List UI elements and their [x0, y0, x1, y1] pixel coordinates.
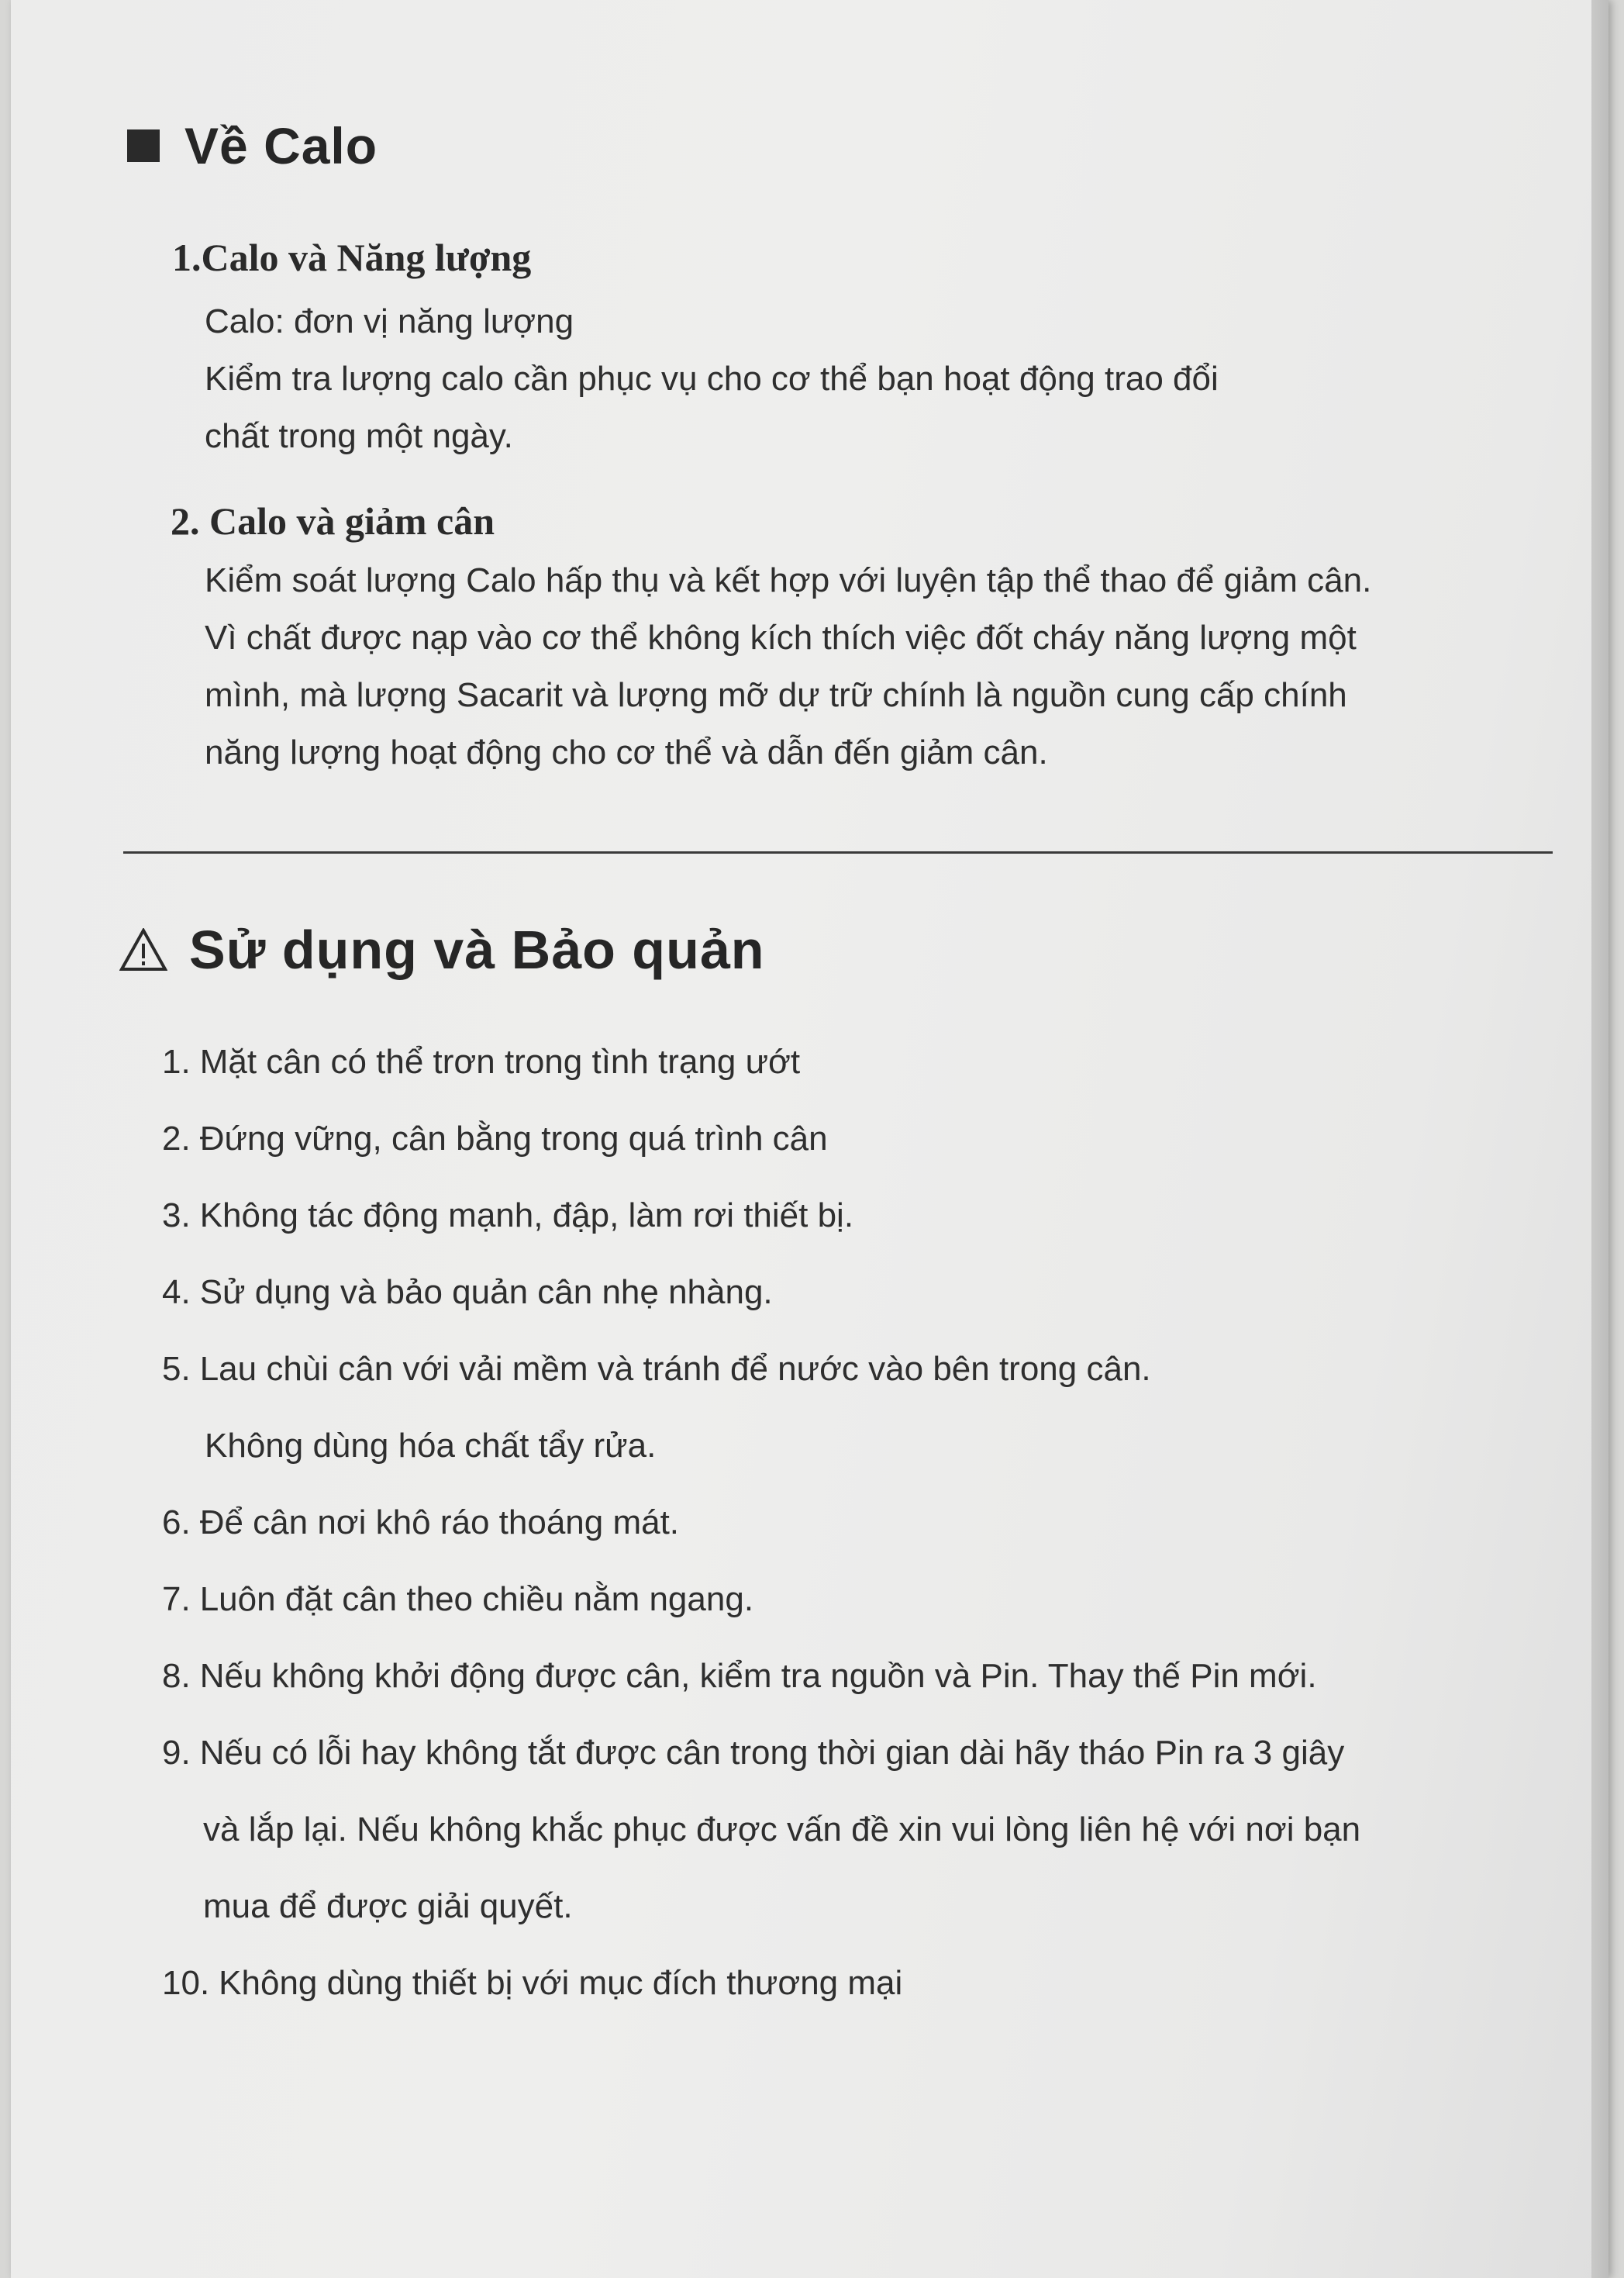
- sub1-heading: 1.Calo và Năng lượng: [172, 236, 532, 279]
- item-number: 10.: [162, 1964, 210, 2002]
- section-divider: [123, 851, 1553, 854]
- sub2-heading: 2. Calo và giảm cân: [171, 499, 495, 543]
- sub1-line: Kiểm tra lượng calo cần phục vụ cho cơ thể bạn hoạt động trao đổi: [205, 360, 1219, 398]
- usage-item: [162, 1964, 902, 2003]
- item-number: 7.: [162, 1580, 191, 1618]
- item-text: Lau chùi cân với vải mềm và tránh để nước vào bên trong cân.: [199, 1350, 1151, 1388]
- item-number: 4.: [162, 1273, 191, 1311]
- item-text: Nếu không khởi động được cân, kiểm tra nguồn và Pin. Thay thế Pin mới.: [199, 1657, 1317, 1695]
- item-number: 5.: [162, 1350, 191, 1388]
- item-text: Sử dụng và bảo quản cân nhẹ nhàng.: [199, 1273, 773, 1311]
- item-number: 8.: [162, 1657, 191, 1695]
- warning-triangle-icon: [119, 928, 167, 972]
- item-number: 6.: [162, 1503, 191, 1541]
- usage-item: [162, 1350, 1151, 1389]
- usage-section-title: [119, 919, 765, 981]
- usage-item-continuation: mua để được giải quyết.: [203, 1887, 573, 1925]
- usage-item: [162, 1503, 679, 1542]
- item-text: Nếu có lỗi hay không tắt được cân trong thời gian dài hãy tháo Pin ra 3 giây: [199, 1734, 1345, 1772]
- square-bullet-icon: [127, 129, 160, 162]
- item-text: Không tác động mạnh, đập, làm rơi thiết bị.: [199, 1196, 854, 1234]
- usage-item: [162, 1196, 853, 1235]
- calo-title-text: Về Calo: [184, 117, 378, 174]
- sub2-line: Kiểm soát lượng Calo hấp thụ và kết hợp với luyện tập thể thao để giảm cân.: [205, 561, 1372, 599]
- usage-item: [162, 1734, 1344, 1772]
- item-number: 2.: [162, 1120, 191, 1158]
- usage-title-text: Sử dụng và Bảo quản: [189, 920, 765, 980]
- page-edge: [1591, 0, 1608, 2278]
- sub2-line: năng lượng hoạt động cho cơ thể và dẫn đến giảm cân.: [205, 733, 1048, 771]
- item-number: 9.: [162, 1734, 191, 1772]
- item-text: Mặt cân có thể trơn trong tình trạng ướt: [199, 1043, 801, 1081]
- sub1-line: Calo: đơn vị năng lượng: [205, 302, 574, 340]
- item-text: Đứng vững, cân bằng trong quá trình cân: [199, 1120, 828, 1158]
- item-text: Để cân nơi khô ráo thoáng mát.: [199, 1503, 680, 1541]
- calo-section-title: [127, 116, 378, 175]
- usage-item: [162, 1120, 828, 1158]
- item-text: Không dùng thiết bị với mục đích thương mại: [219, 1964, 903, 2002]
- manual-page: [11, 0, 1608, 2278]
- usage-item: [162, 1580, 753, 1619]
- usage-item-continuation: và lắp lại. Nếu không khắc phục được vấn đề xin vui lòng liên hệ với nơi bạn: [203, 1810, 1361, 1848]
- sub2-line: Vì chất được nạp vào cơ thể không kích thích việc đốt cháy năng lượng một: [205, 619, 1357, 657]
- usage-item: [162, 1657, 1317, 1696]
- item-number: 3.: [162, 1196, 191, 1234]
- usage-item: [162, 1043, 800, 1082]
- item-number: 1.: [162, 1043, 191, 1081]
- sub2-line: mình, mà lượng Sacarit và lượng mỡ dự trữ chính là nguồn cung cấp chính: [205, 676, 1347, 714]
- usage-item-continuation: Không dùng hóa chất tẩy rửa.: [205, 1427, 657, 1465]
- item-text: Luôn đặt cân theo chiều nằm ngang.: [199, 1580, 754, 1618]
- sub1-line: chất trong một ngày.: [205, 417, 513, 455]
- usage-item: [162, 1273, 773, 1312]
